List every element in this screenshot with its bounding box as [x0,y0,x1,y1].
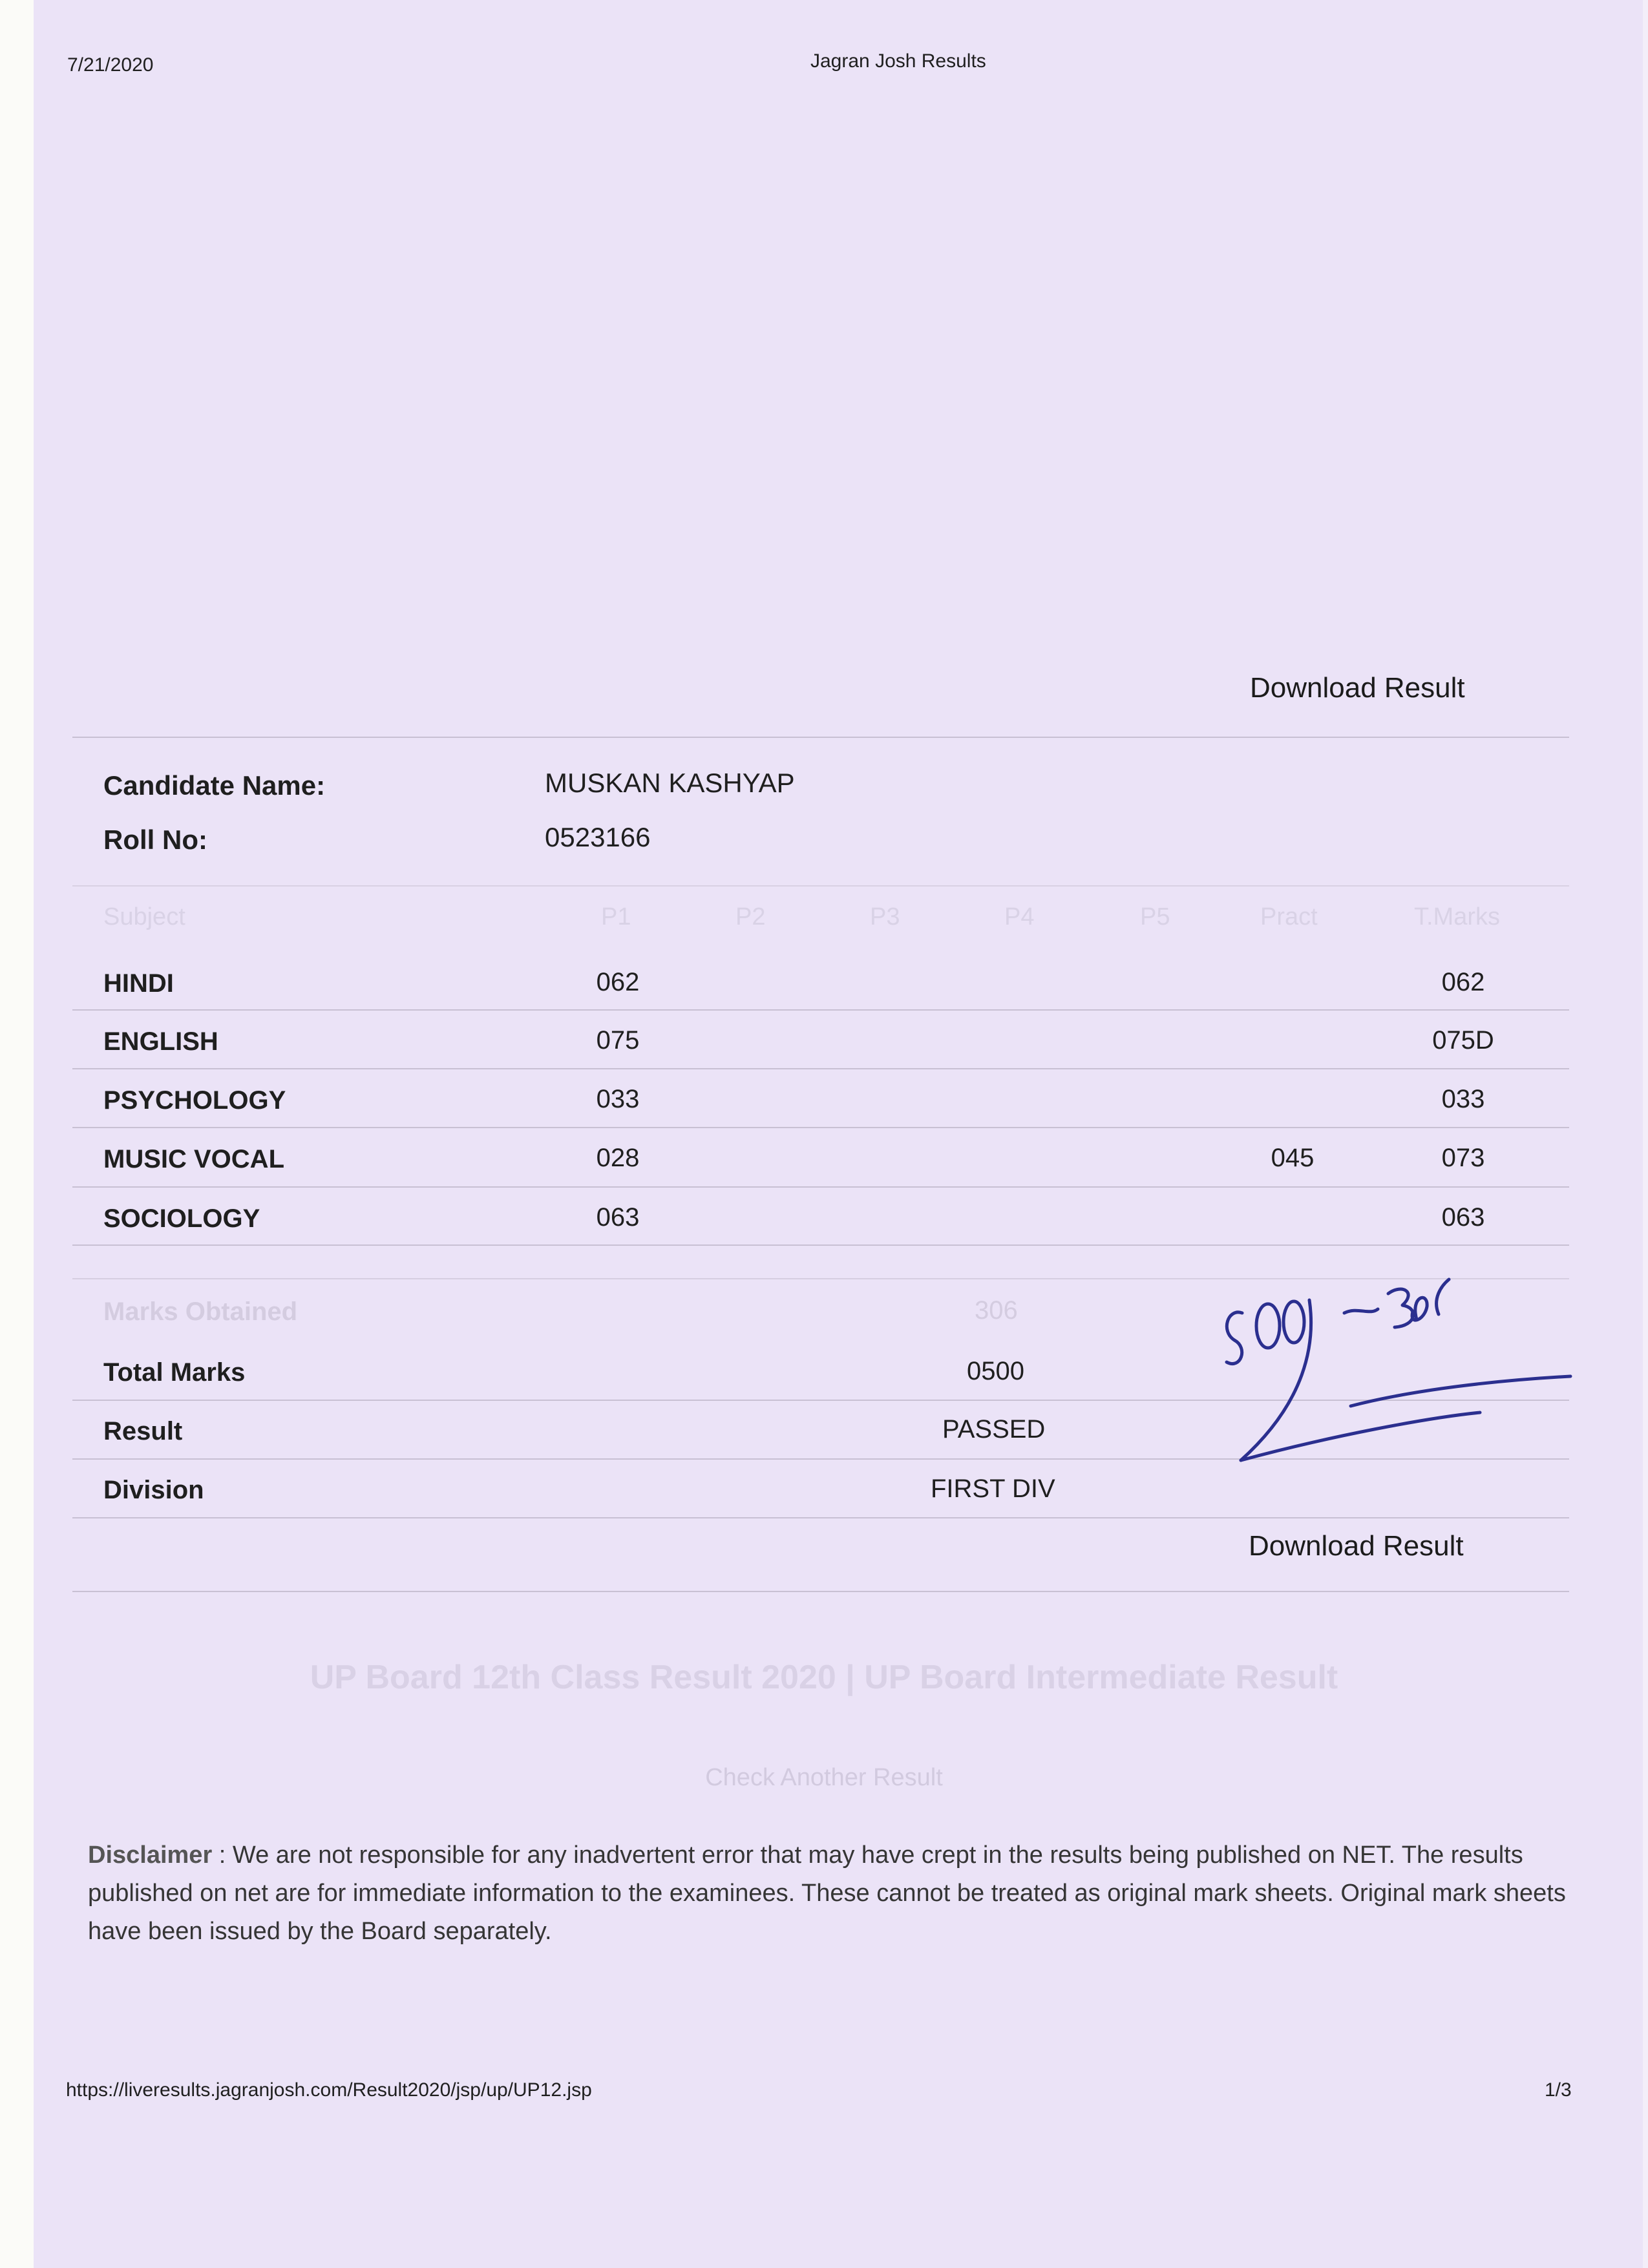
col-header-tmarks: T.Marks [1414,903,1500,930]
col-header-p1: P1 [601,903,631,930]
download-result-link-bottom[interactable]: Download Result [1249,1530,1464,1562]
p1-marks: 033 [596,1085,640,1113]
division-value: FIRST DIV [931,1475,1055,1503]
total-marks: 063 [1441,1203,1485,1232]
total-marks-label: Total Marks [103,1358,246,1387]
divider [72,1591,1569,1592]
check-another-result-link[interactable]: Check Another Result [705,1764,943,1791]
col-header-p5: P5 [1140,903,1170,930]
p1-marks: 075 [596,1026,640,1055]
disclaimer-text: We are not responsible for any inadvertent error that may have crept in the results being published on NET. The results published on net are for immediate information to the examinees. These cannot be treated as original mark sheets. Original mark sheets have been issued by the Board separately. [88,1842,1566,1945]
col-header-subject: Subject [103,903,185,930]
col-header-p4: P4 [1004,903,1035,930]
disclaimer: Disclaimer : We are not responsible for any inadvertent error that may have crept in the results being published on NET. The results published on net are for immediate information to the examinees. These cannot be treated as original mark sheets. Original mark sheets have been issued by the Board separately. [88,1842,1566,1945]
site-title: Jagran Josh Results [810,50,986,72]
divider [72,1244,1569,1246]
p1-marks: 028 [596,1144,640,1172]
col-header-pract: Pract [1260,903,1318,930]
divider [72,737,1569,738]
subject-name: SOCIOLOGY [103,1204,260,1233]
candidate-name-label: Candidate Name: [103,770,326,801]
handwritten-note [1209,1254,1583,1473]
disclaimer-title: Disclaimer [88,1842,213,1869]
pract-marks: 045 [1271,1144,1315,1172]
col-header-p3: P3 [870,903,900,930]
total-marks: 075D [1432,1026,1494,1055]
page-url: https://liveresults.jagranjosh.com/Result2020/jsp/up/UP12.jsp [66,2079,592,2101]
divider [72,1068,1569,1069]
p1-marks: 062 [596,968,640,996]
total-marks: 033 [1441,1085,1485,1113]
divider [72,1517,1569,1518]
subject-name: HINDI [103,969,174,998]
page-number: 1/3 [1545,2079,1572,2101]
col-header-p2: P2 [735,903,766,930]
subject-name: PSYCHOLOGY [103,1086,286,1115]
divider [72,1186,1569,1188]
divider [72,1009,1569,1011]
board-result-link[interactable]: UP Board 12th Class Result 2020 | UP Board Intermediate Result [310,1659,1338,1696]
total-marks: 062 [1441,968,1485,996]
result-label: Result [103,1417,183,1445]
total-marks: 073 [1441,1144,1485,1172]
scan-margin [0,0,34,2268]
print-date: 7/21/2020 [67,54,154,76]
marks-obtained-label: Marks Obtained [103,1297,298,1326]
p1-marks: 063 [596,1203,640,1232]
divider [72,1127,1569,1128]
candidate-name-value: MUSKAN KASHYAP [545,768,795,798]
download-result-link-top[interactable]: Download Result [1250,672,1465,704]
subject-name: ENGLISH [103,1027,218,1056]
result-value: PASSED [942,1415,1046,1444]
total-marks-value: 0500 [967,1357,1024,1385]
subject-name: MUSIC VOCAL [103,1145,284,1173]
divider [72,885,1569,887]
division-label: Division [103,1476,204,1504]
marks-obtained-value: 306 [975,1296,1018,1325]
roll-no-value: 0523166 [545,822,651,852]
roll-no-label: Roll No: [103,824,207,855]
